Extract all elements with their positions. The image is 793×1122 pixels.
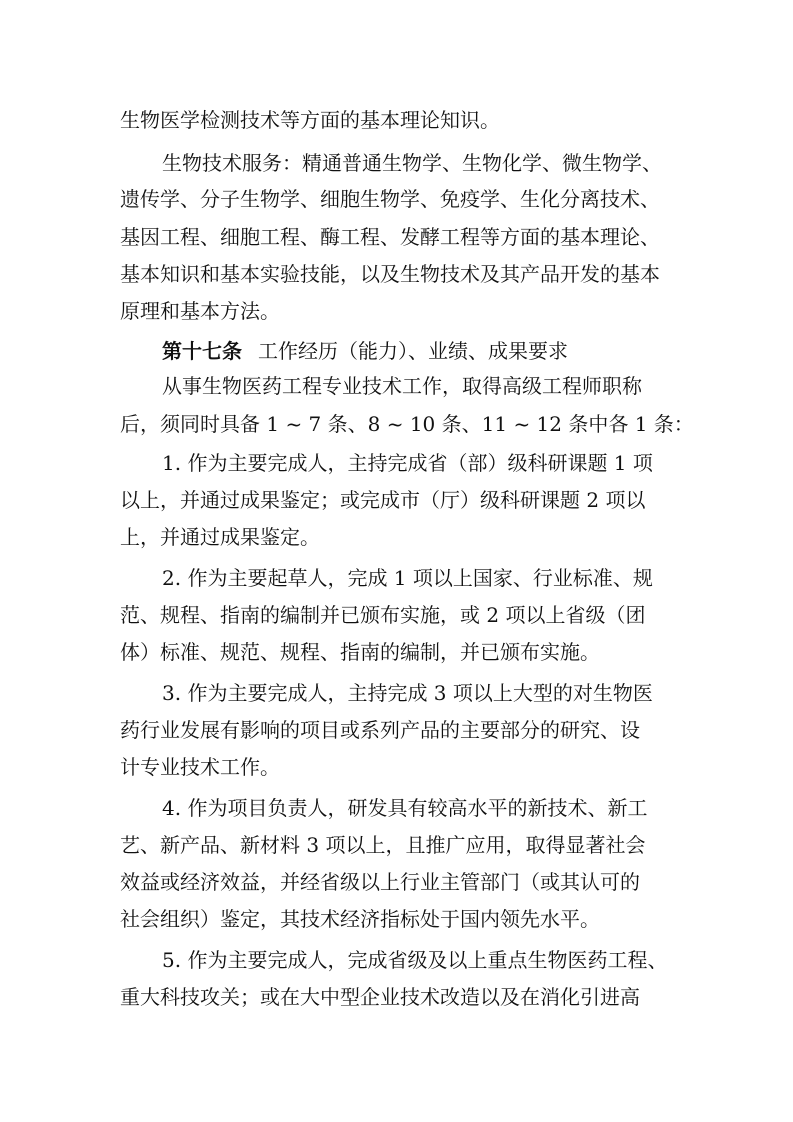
article-heading: 第十七条 (162, 339, 242, 363)
text-line: 后，须同时具备 1 ~ 7 条、8 ~ 10 条、11 ~ 12 条中各 1 条： (120, 412, 694, 436)
text-line: 基本知识和基本实验技能，以及生物技术及其产品开发的基本 (120, 262, 660, 286)
text-line: 艺、新产品、新材料 3 项以上，且推广应用，取得显著社会 (120, 833, 646, 857)
text-line: 效益或经济效益，并经省级以上行业主管部门（或其认可的 (120, 870, 640, 894)
text-line: 从事生物医药工程专业技术工作，取得高级工程师职称 (162, 374, 642, 398)
text-line: 3. 作为主要完成人，主持完成 3 项以上大型的对生物医 (162, 681, 653, 705)
text-line: 药行业发展有影响的项目或系列产品的主要部分的研究、设 (120, 718, 640, 742)
text-line: 重大科技攻关；或在大中型企业技术改造以及在消化引进高 (120, 985, 640, 1009)
text-line: 5. 作为主要完成人，完成省级及以上重点生物医药工程、 (162, 948, 668, 972)
text-line: 计专业技术工作。 (120, 755, 280, 779)
text-line: 2. 作为主要起草人，完成 1 项以上国家、行业标准、规 (162, 566, 653, 590)
text-line: 上，并通过成果鉴定。 (120, 525, 320, 549)
text-line: 生物医学检测技术等方面的基本理论知识。 (120, 108, 500, 132)
text-line: 以上，并通过成果鉴定；或完成市（厅）级科研课题 2 项以 (120, 488, 646, 512)
text-line: 遗传学、分子生物学、细胞生物学、免疫学、生化分离技术、 (120, 187, 660, 211)
text-line: 1. 作为主要完成人，主持完成省（部）级科研课题 1 项 (162, 451, 653, 475)
text-line: 4. 作为项目负责人，研发具有较高水平的新技术、新工 (162, 796, 648, 820)
text-line: 社会组织）鉴定，其技术经济指标处于国内领先水平。 (120, 907, 600, 931)
text-line: 原理和基本方法。 (120, 299, 280, 323)
article-title: 工作经历（能力）、业绩、成果要求 (258, 339, 568, 363)
text-line: 生物技术服务：精通普通生物学、生物化学、微生物学、 (162, 151, 662, 175)
text-line: 体）标准、规范、规程、指南的编制，并已颁布实施。 (120, 640, 600, 664)
text-line: 范、规程、指南的编制并已颁布实施，或 2 项以上省级（团 (120, 603, 646, 627)
text-line: 基因工程、细胞工程、酶工程、发酵工程等方面的基本理论、 (120, 225, 660, 249)
